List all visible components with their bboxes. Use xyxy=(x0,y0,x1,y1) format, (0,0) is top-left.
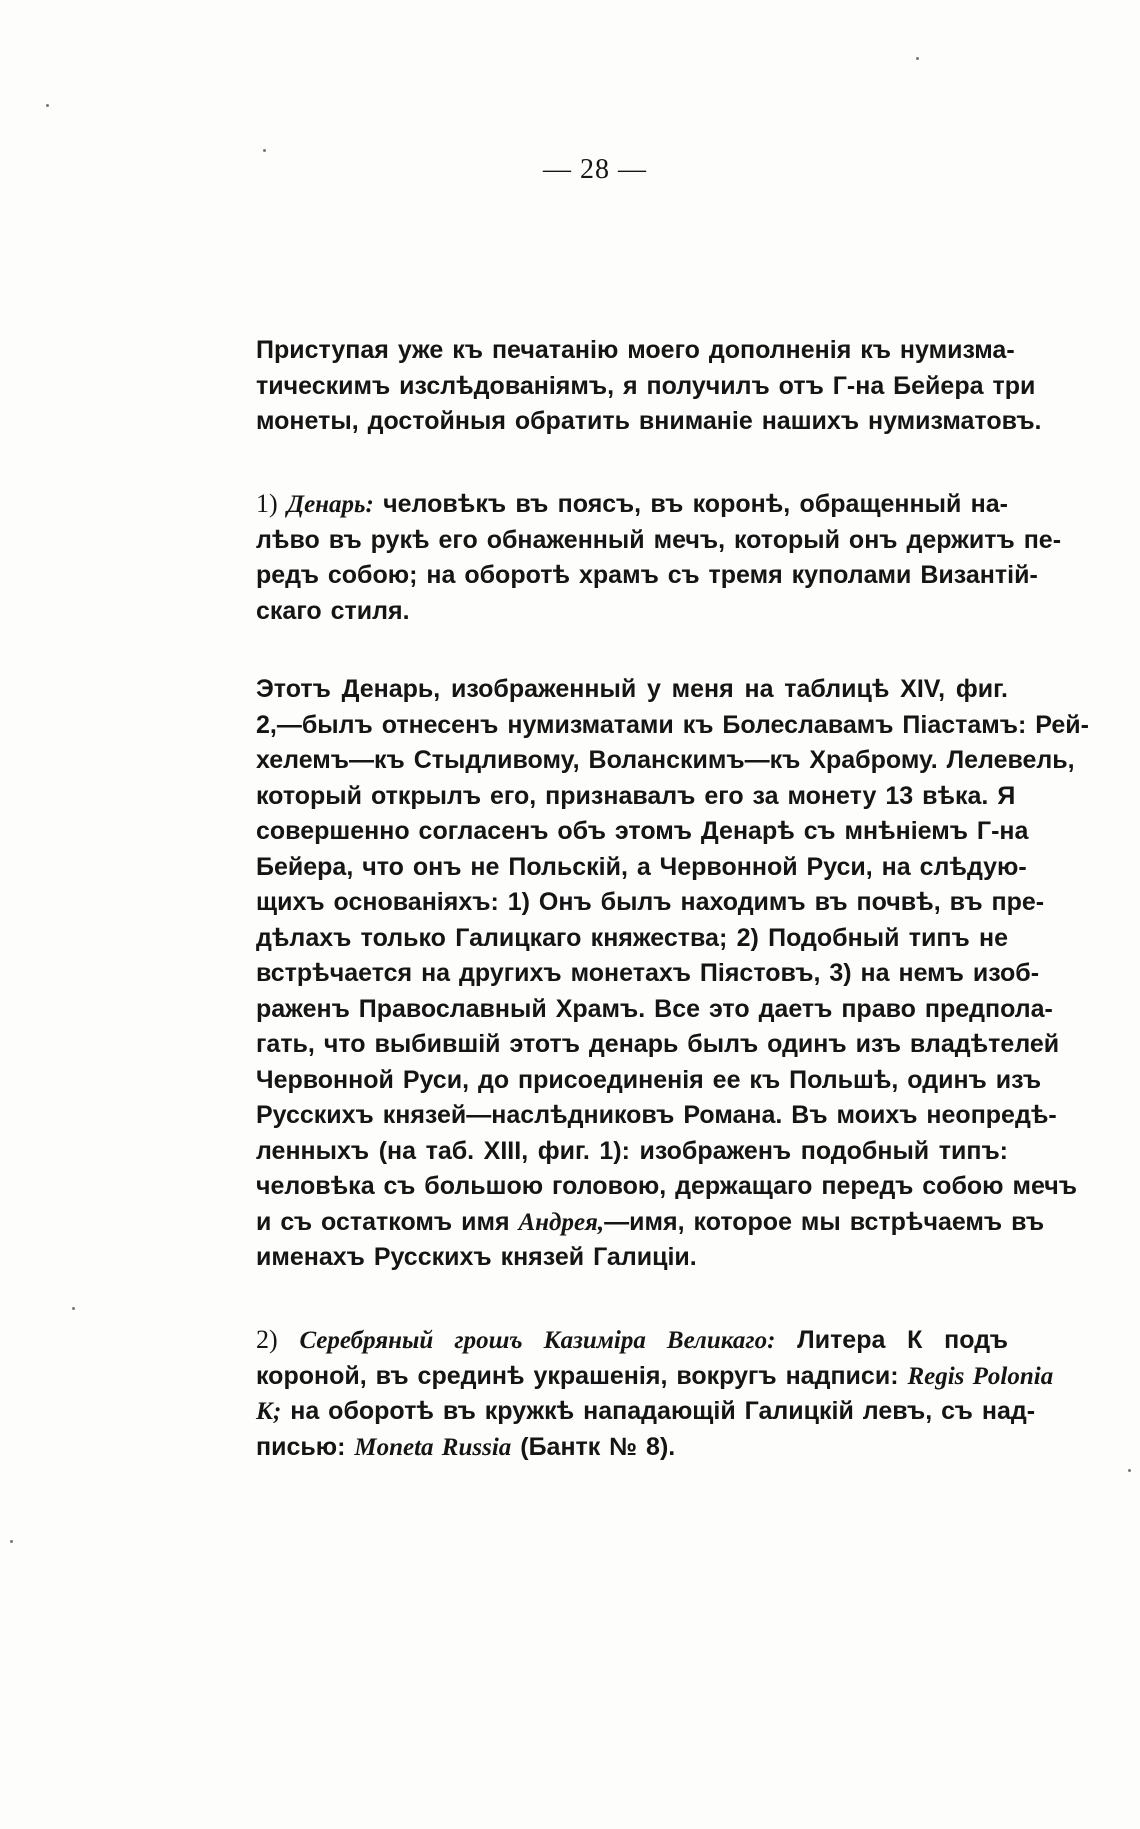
text-line: который открылъ его, признавалъ его за монету 13 вѣка. Я xyxy=(256,781,1016,810)
item-number: 2) xyxy=(256,1325,278,1354)
text-segment: короной, въ срединѣ украшенія, вокругъ надписи: xyxy=(256,1361,908,1390)
text-line: именахъ Русскихъ князей Галиціи. xyxy=(256,1243,697,1271)
text-line: дѣлахъ только Галицкаго княжества; 2) Подобный типъ не xyxy=(256,923,1008,952)
text-line xyxy=(256,1359,1054,1395)
text-line: человѣка съ большою головою, держащаго передъ собою мечъ xyxy=(256,1172,1077,1200)
text-line xyxy=(256,1322,1008,1359)
italic-name: Андрея, xyxy=(518,1208,605,1236)
text-line: раженъ Православный Храмъ. Все это даетъ право предпола- xyxy=(256,994,1053,1023)
scan-speck xyxy=(1128,1469,1131,1472)
text-line: 2,—былъ отнесенъ нумизматами къ Болеславамъ Піастамъ: Рей- xyxy=(256,710,1089,739)
scan-speck xyxy=(263,149,266,152)
text-line: встрѣчается на другихъ монетахъ Піястовъ, 3) на немъ изоб- xyxy=(256,959,1040,987)
text-line xyxy=(256,486,1008,523)
paragraph-item-1 xyxy=(256,486,1062,629)
paragraph-intro xyxy=(256,333,1042,440)
text-line: тическимъ изслѣдованіямъ, я получилъ отъ Г-на Бейера три xyxy=(256,371,1036,400)
paragraph-item-2 xyxy=(256,1322,1054,1465)
scan-speck xyxy=(916,57,919,60)
text-line: гать, что выбившій этотъ денарь былъ одинъ изъ владѣтелей xyxy=(256,1030,1060,1058)
text-line: редъ собою; на оборотѣ храмъ съ тремя куполами Византій- xyxy=(256,561,1038,589)
text-segment: —имя, которое мы встрѣчаемъ въ xyxy=(604,1207,1045,1236)
item-title: Серебряный грошъ Казиміра Великаго: xyxy=(299,1327,776,1354)
inscription: Regis Polonia xyxy=(907,1362,1054,1390)
page-number: — 28 — xyxy=(543,154,647,185)
inscription: К; xyxy=(256,1398,282,1425)
scan-speck xyxy=(10,1540,13,1543)
text-line: ленныхъ (на таб. XIII, фиг. 1): изображенъ подобный типъ: xyxy=(256,1136,1008,1165)
text-line: лѣво въ рукѣ его обнаженный мечъ, который онъ держитъ пе- xyxy=(256,525,1062,554)
text-line: совершенно согласенъ объ этомъ Денарѣ съ мнѣніемъ Г-на xyxy=(256,817,1029,845)
text-segment: на оборотѣ въ кружкѣ нападающій Галицкій левъ, съ над- xyxy=(281,1397,1036,1425)
text-line xyxy=(256,1205,1045,1241)
text-line: монеты, достойныя обратить вниманіе нашихъ нумизматовъ. xyxy=(256,407,1042,435)
text-line: Этотъ Денарь, изображенный у меня на таблицѣ XIV, фиг. xyxy=(256,675,1008,703)
item-title: Денарь: xyxy=(287,491,374,518)
inscription: Moneta Russia xyxy=(354,1433,512,1461)
text-line xyxy=(256,1430,1008,1466)
text-line: Русскихъ князей—наслѣдниковъ Романа. Въ моихъ неопредѣ- xyxy=(256,1101,1057,1129)
text-segment: и съ остаткомъ имя xyxy=(256,1207,519,1236)
scan-speck xyxy=(72,1307,75,1310)
text-segment: (Бантк № 8). xyxy=(511,1432,676,1461)
text-line: Бейера, что онъ не Польскій, а Червонной Руси, на слѣдую- xyxy=(256,852,1027,881)
item-text: человѣкъ въ поясъ, въ коронѣ, обращенный на- xyxy=(383,490,1008,518)
scan-speck xyxy=(46,104,49,107)
text-line: хелемъ—къ Стыдливому, Воланскимъ—къ Храброму. Лелевель, xyxy=(256,746,1075,774)
paragraph-discussion xyxy=(256,672,1089,1276)
text-line: скаго стиля. xyxy=(256,596,410,625)
text-segment: писью: xyxy=(256,1432,355,1461)
text-line: Приступая уже къ печатанію моего дополненія къ нумизма- xyxy=(256,336,1015,364)
item-number: 1) xyxy=(256,489,278,518)
text-line: щихъ основаніяхъ: 1) Онъ былъ находимъ въ почвѣ, въ пре- xyxy=(256,888,1045,916)
text-line: Червонной Руси, до присоединенія ее къ Польшѣ, одинъ изъ xyxy=(256,1065,1042,1094)
item-text: Литера К подъ xyxy=(797,1326,1008,1354)
text-line xyxy=(256,1394,1036,1430)
